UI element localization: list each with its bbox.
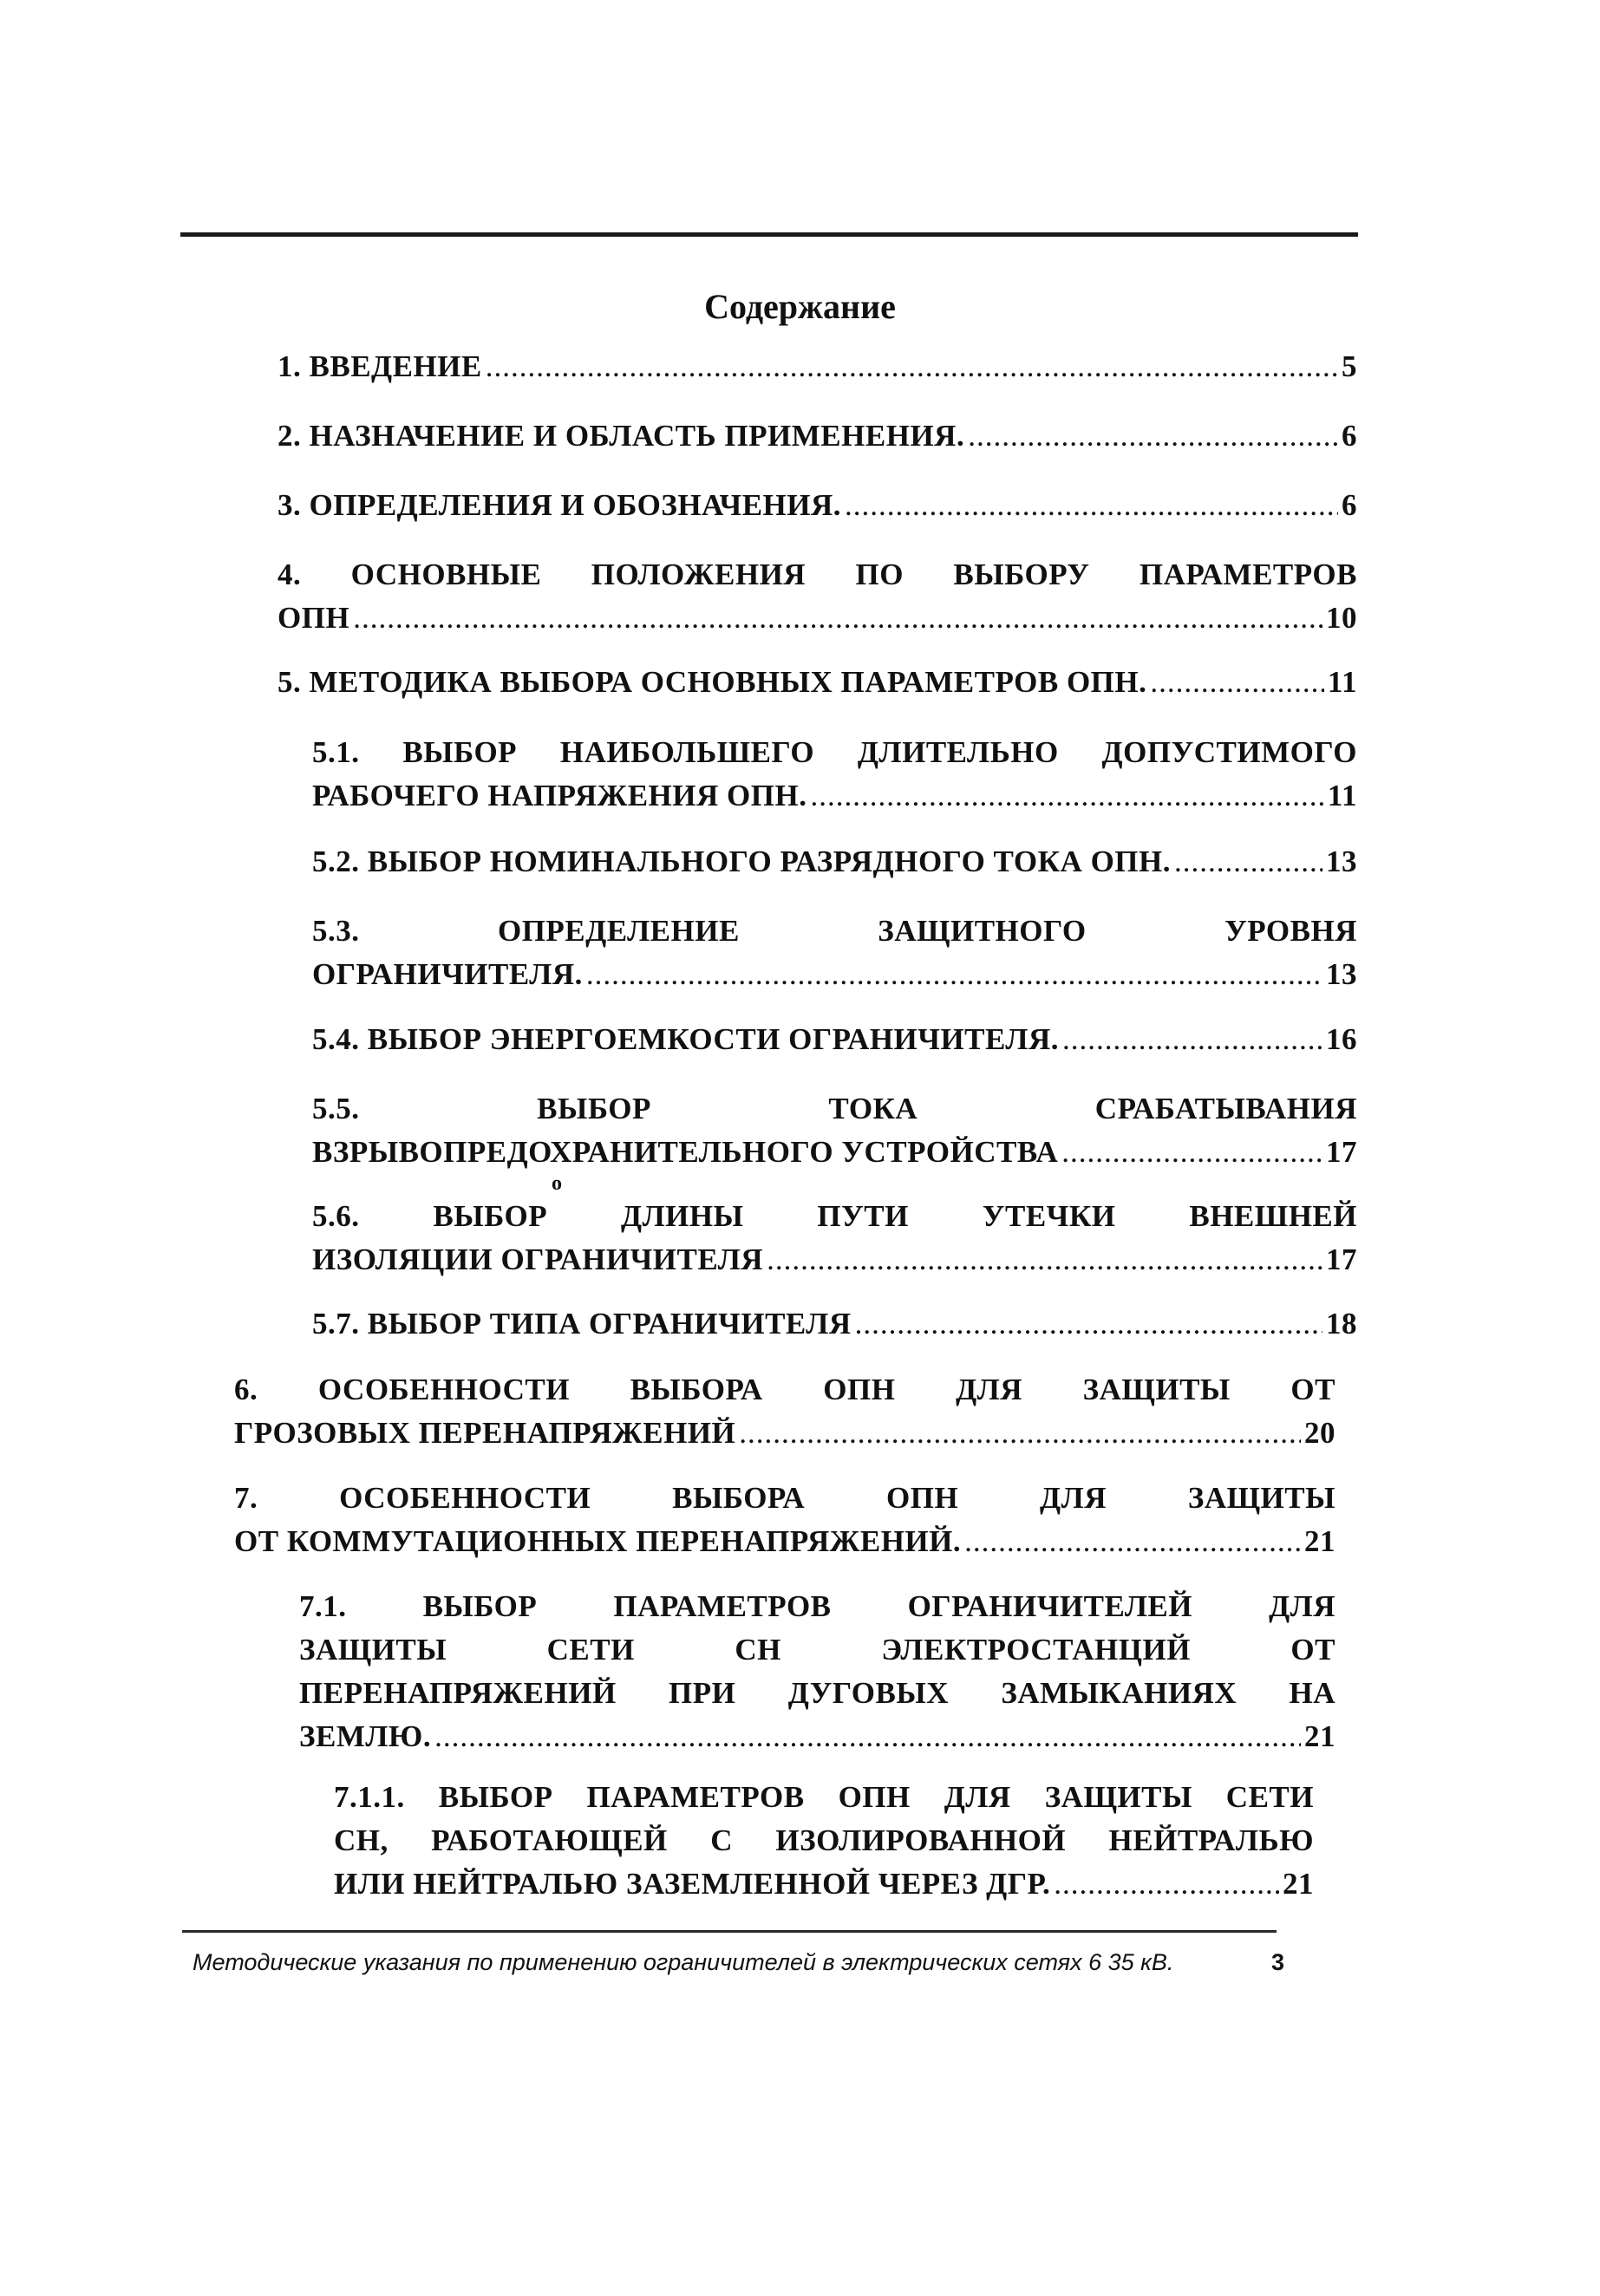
toc-entry[interactable] xyxy=(299,1585,1336,1758)
toc-entry-title: ЗЕМЛЮ. xyxy=(299,1719,432,1753)
toc-entry[interactable] xyxy=(234,1477,1336,1563)
toc-entry-line xyxy=(312,1018,1357,1061)
dot-leader xyxy=(486,345,1338,388)
page-number: 3 xyxy=(1271,1949,1285,1975)
toc-entry-line: ПЕРЕНАПРЯЖЕНИЙ ПРИ ДУГОВЫХ ЗАМЫКАНИЯХ НА xyxy=(299,1676,1336,1710)
dot-leader xyxy=(968,414,1338,458)
toc-entry[interactable] xyxy=(278,661,1357,704)
toc-page-number: 16 xyxy=(1326,1022,1357,1056)
toc-entry[interactable] xyxy=(312,840,1357,884)
dot-leader xyxy=(1150,661,1324,704)
toc-entry[interactable] xyxy=(312,1195,1357,1282)
toc-page-number: 17 xyxy=(1326,1135,1357,1169)
toc-entry-line xyxy=(312,1302,1357,1346)
toc-entry[interactable] xyxy=(278,345,1357,388)
toc-page-number: 6 xyxy=(1342,488,1357,522)
dot-leader xyxy=(434,1715,1301,1758)
toc-entry-line xyxy=(312,840,1357,884)
dot-leader xyxy=(1054,1862,1279,1906)
toc-entry-line: 5.3. ОПРЕДЕЛЕНИЕ ЗАЩИТНОГО УРОВНЯ xyxy=(312,914,1357,948)
toc-entry-line: 5.1. ВЫБОР НАИБОЛЬШЕГО ДЛИТЕЛЬНО ДОПУСТИМОГО xyxy=(312,735,1357,769)
toc-entry-line: 7. ОСОБЕННОСТИ ВЫБОРА ОПН ДЛЯ ЗАЩИТЫ xyxy=(234,1481,1336,1515)
toc-entry[interactable] xyxy=(334,1776,1314,1906)
toc-entry[interactable] xyxy=(312,1018,1357,1061)
toc-page-number: 18 xyxy=(1326,1307,1357,1340)
toc-entry[interactable] xyxy=(278,414,1357,458)
toc-page-number: 13 xyxy=(1326,845,1357,878)
dot-leader xyxy=(1062,1018,1322,1061)
toc-entry-title: 5.7. ВЫБОР ТИПА ОГРАНИЧИТЕЛЯ xyxy=(312,1307,852,1340)
toc-page-number: 17 xyxy=(1326,1243,1357,1276)
toc-entry-title: 1. ВВЕДЕНИЕ xyxy=(278,349,482,383)
toc-entry[interactable] xyxy=(278,553,1357,640)
toc-entry-line xyxy=(312,1131,1357,1174)
dot-leader xyxy=(855,1302,1322,1346)
toc-entry[interactable] xyxy=(312,1302,1357,1346)
toc-page-number: 21 xyxy=(1283,1867,1314,1901)
toc-page-number: 13 xyxy=(1326,957,1357,991)
toc-page-number: 5 xyxy=(1342,349,1357,383)
footer-text: Методические указания по применению ограничителей в электрических сетях 6 35 кВ. xyxy=(193,1949,1174,1975)
toc-page-number: 11 xyxy=(1327,665,1357,699)
toc-entry-line xyxy=(334,1862,1314,1906)
toc-page-number: 11 xyxy=(1327,779,1357,812)
toc-page-number: 6 xyxy=(1342,419,1357,453)
toc-entry-title: 2. НАЗНАЧЕНИЕ И ОБЛАСТЬ ПРИМЕНЕНИЯ. xyxy=(278,419,965,453)
toc-entry-line xyxy=(299,1715,1336,1758)
toc-entry-line: 5.5. ВЫБОР ТОКА СРАБАТЫВАНИЯ xyxy=(312,1092,1357,1125)
dot-leader xyxy=(964,1520,1301,1563)
toc-entry-line xyxy=(234,1520,1336,1563)
toc-entry-title: ИЛИ НЕЙТРАЛЬЮ ЗАЗЕМЛЕННОЙ ЧЕРЕЗ ДГР. xyxy=(334,1867,1051,1901)
toc-entry-line: 6. ОСОБЕННОСТИ ВЫБОРА ОПН ДЛЯ ЗАЩИТЫ ОТ xyxy=(234,1373,1336,1406)
dot-leader xyxy=(1174,840,1322,884)
dot-leader xyxy=(586,953,1322,996)
toc-page-number: 21 xyxy=(1304,1524,1336,1558)
toc-entry-line: 4. ОСНОВНЫЕ ПОЛОЖЕНИЯ ПО ВЫБОРУ ПАРАМЕТРОВ xyxy=(278,558,1357,591)
toc-entry-title: 3. ОПРЕДЕЛЕНИЯ И ОБОЗНАЧЕНИЯ. xyxy=(278,488,842,522)
toc-entry-line xyxy=(278,345,1357,388)
toc-entry-line: СН, РАБОТАЮЩЕЙ С ИЗОЛИРОВАННОЙ НЕЙТРАЛЬЮ xyxy=(334,1823,1314,1857)
stray-mark: o xyxy=(552,1172,562,1195)
toc-entry-title: ИЗОЛЯЦИИ ОГРАНИЧИТЕЛЯ xyxy=(312,1243,764,1276)
toc-entry-line: ЗАЩИТЫ СЕТИ СН ЭЛЕКТРОСТАНЦИЙ ОТ xyxy=(299,1633,1336,1667)
toc-entry-line xyxy=(312,774,1357,818)
toc-entry-title: 5. МЕТОДИКА ВЫБОРА ОСНОВНЫХ ПАРАМЕТРОВ ОПН. xyxy=(278,665,1147,699)
dot-leader xyxy=(767,1238,1322,1282)
toc-page-number: 21 xyxy=(1304,1719,1336,1753)
toc-page-number: 20 xyxy=(1304,1416,1336,1450)
page-title: Содержание xyxy=(704,287,896,326)
toc-entry-title: 5.4. ВЫБОР ЭНЕРГОЕМКОСТИ ОГРАНИЧИТЕЛЯ. xyxy=(312,1022,1060,1056)
toc-entry[interactable] xyxy=(312,731,1357,818)
toc-entry-line: 7.1. ВЫБОР ПАРАМЕТРОВ ОГРАНИЧИТЕЛЕЙ ДЛЯ xyxy=(299,1589,1336,1623)
toc-entry-line xyxy=(312,1238,1357,1282)
toc-entry-line: 7.1.1. ВЫБОР ПАРАМЕТРОВ ОПН ДЛЯ ЗАЩИТЫ СЕТИ xyxy=(334,1780,1314,1814)
dot-leader xyxy=(1061,1131,1322,1174)
dot-leader xyxy=(810,774,1323,818)
toc-entry-line xyxy=(278,661,1357,704)
toc-entry-line xyxy=(278,484,1357,527)
toc-entry-line: 5.6. ВЫБОР ДЛИНЫ ПУТИ УТЕЧКИ ВНЕШНЕЙ xyxy=(312,1199,1357,1233)
toc-entry-title: ГРОЗОВЫХ ПЕРЕНАПРЯЖЕНИЙ xyxy=(234,1416,736,1450)
toc-entry-line xyxy=(312,953,1357,996)
toc-entry[interactable] xyxy=(312,910,1357,996)
dot-leader xyxy=(353,597,1322,640)
toc-entry-title: ОГРАНИЧИТЕЛЯ. xyxy=(312,957,583,991)
toc-entry-title: 5.2. ВЫБОР НОМИНАЛЬНОГО РАЗРЯДНОГО ТОКА ОПН. xyxy=(312,845,1171,878)
dot-leader xyxy=(739,1412,1301,1455)
toc-entry-line xyxy=(278,597,1357,640)
toc-entry-title: ВЗРЫВОПРЕДОХРАНИТЕЛЬНОГО УСТРОЙСТВА xyxy=(312,1135,1059,1169)
dot-leader xyxy=(845,484,1338,527)
toc-entry-line xyxy=(234,1412,1336,1455)
toc-entry-line xyxy=(278,414,1357,458)
footer-rule xyxy=(182,1930,1277,1933)
toc-entry[interactable] xyxy=(234,1368,1336,1455)
toc-entry[interactable] xyxy=(278,484,1357,527)
toc-entry-title: ОТ КОММУТАЦИОННЫХ ПЕРЕНАПРЯЖЕНИЙ. xyxy=(234,1524,962,1558)
toc-entry-title: РАБОЧЕГО НАПРЯЖЕНИЯ ОПН. xyxy=(312,779,807,812)
toc-entry[interactable] xyxy=(312,1087,1357,1174)
toc-page-number: 10 xyxy=(1326,601,1357,635)
toc-entry-title: ОПН xyxy=(278,601,350,635)
